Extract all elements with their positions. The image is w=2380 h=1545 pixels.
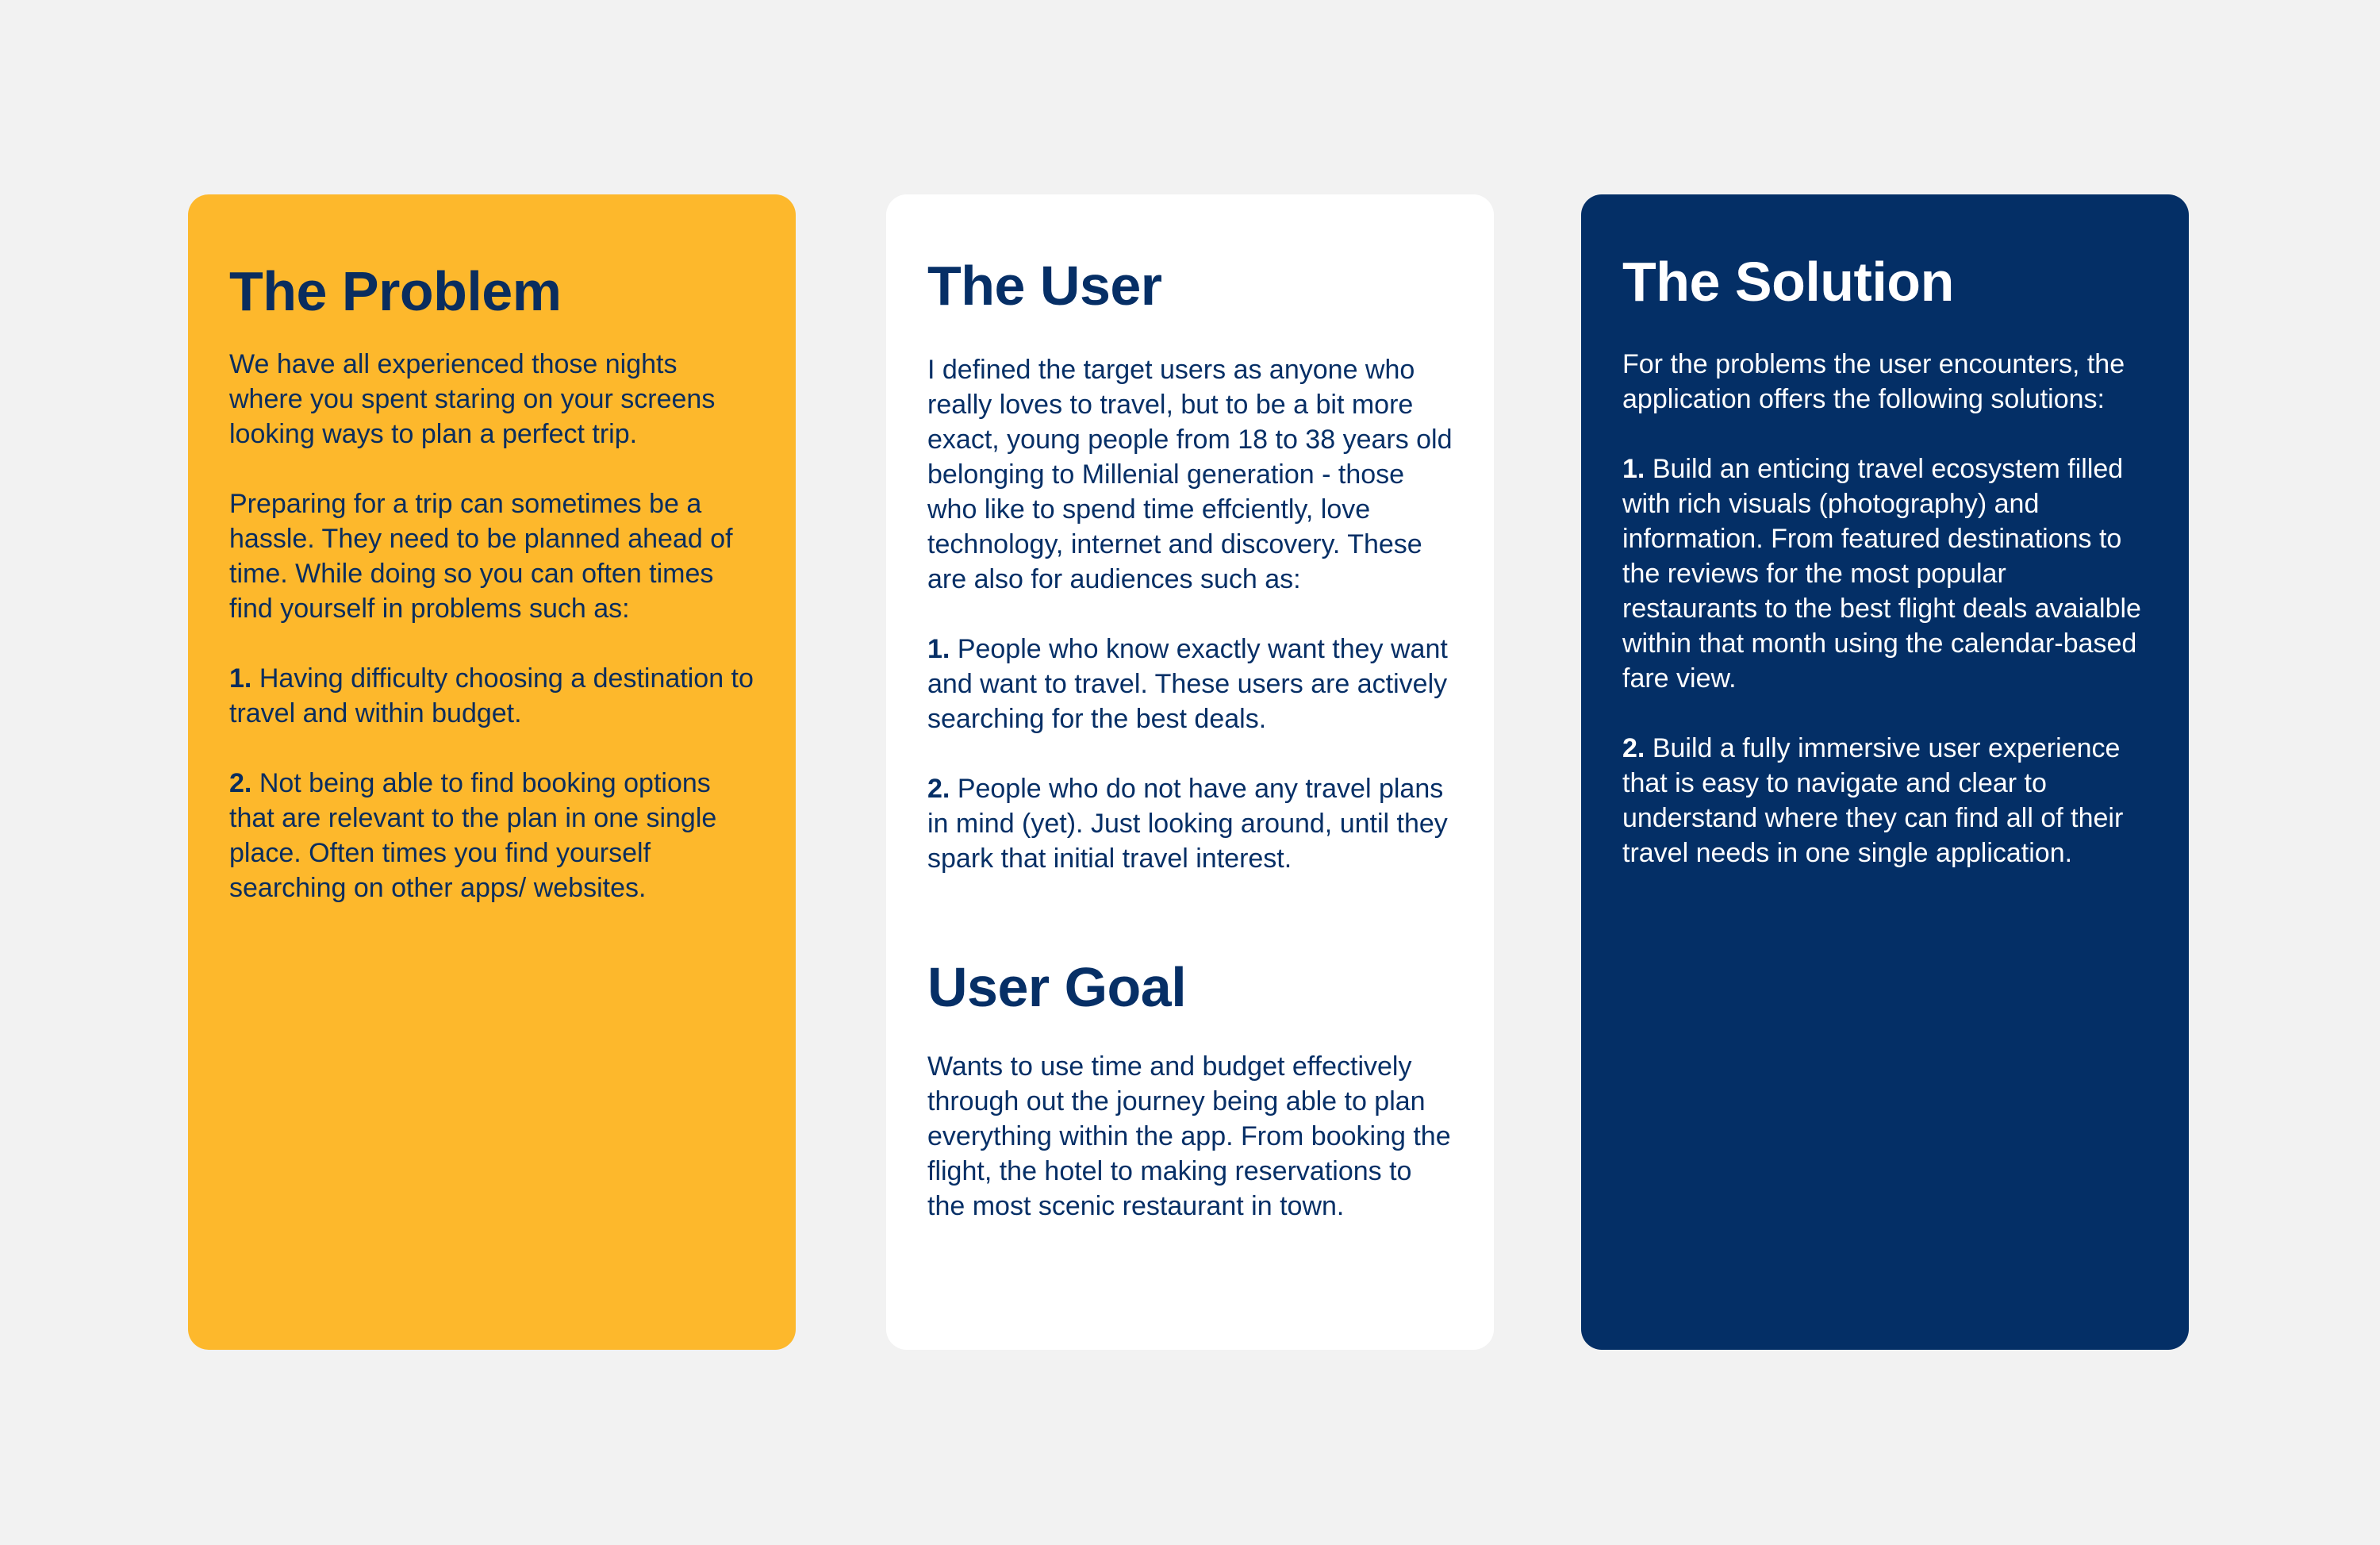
problem-point — [229, 766, 754, 905]
solution-point — [1622, 452, 2148, 696]
user-goal-body — [927, 1049, 1453, 1224]
problem-card — [188, 194, 796, 1350]
user-intro: I defined the target users as anyone who really loves to travel, but to be a bit more exact, young people from 18 to 38 years old belonging to Millenial generation - those who like to spend time effciently, love technology, internet and discovery. These are also for audiences such as: — [927, 355, 1453, 594]
problem-body — [229, 347, 754, 905]
user-title: The User — [927, 255, 1162, 317]
solution-point-text: Build an enticing travel ecosystem filled with rich visuals (photography) and information. From featured destinations to the reviews for the most popular restaurants to the best flight deals avaialble within that month using the calendar-based fare view. — [1622, 454, 2141, 694]
solution-point-text: Build a fully immersive user experience that is easy to navigate and clear to understand where they can find all of their travel needs in one single application. — [1622, 733, 2124, 868]
problem-point-number: 1. — [229, 663, 252, 694]
solution-point-number: 2. — [1622, 733, 1645, 763]
problem-title: The Problem — [229, 260, 562, 322]
problem-point — [229, 661, 754, 731]
problem-point-text: Not being able to find booking options that are relevant to the plan in one single place. Often times you find yourself searching on other apps/ websites. — [229, 768, 717, 903]
problem-description: Preparing for a trip can sometimes be a hassle. They need to be planned ahead of time. While doing so you can often times find yourself in problems such as: — [229, 489, 733, 624]
user-point-number: 2. — [927, 774, 950, 804]
solution-point — [1622, 731, 2148, 871]
solution-intro: For the problems the user encounters, the application offers the following solutions: — [1622, 349, 2125, 414]
solution-point-number: 1. — [1622, 454, 1645, 484]
user-point-text: People who do not have any travel plans in mind (yet). Just looking around, until they spark that initial travel interest. — [927, 774, 1448, 874]
user-point-text: People who know exactly want they want and want to travel. These users are actively searching for the best deals. — [927, 634, 1448, 734]
user-body — [927, 352, 1453, 876]
problem-point-text: Having difficulty choosing a destination to travel and within budget. — [229, 663, 754, 728]
user-card — [886, 194, 1494, 1350]
problem-point-number: 2. — [229, 768, 252, 798]
user-point — [927, 771, 1453, 876]
user-point-number: 1. — [927, 634, 950, 664]
solution-body — [1622, 347, 2148, 871]
problem-intro: We have all experienced those nights where you spent staring on your screens looking ways to plan a perfect trip. — [229, 349, 716, 449]
user-goal-title: User Goal — [927, 956, 1187, 1018]
user-goal-text: Wants to use time and budget effectively through out the journey being able to plan everything within the app. From booking the flight, the hotel to making reservations to the most scenic restaurant in town. — [927, 1051, 1451, 1221]
solution-title: The Solution — [1622, 251, 1954, 313]
user-point — [927, 632, 1453, 736]
solution-card — [1581, 194, 2189, 1350]
